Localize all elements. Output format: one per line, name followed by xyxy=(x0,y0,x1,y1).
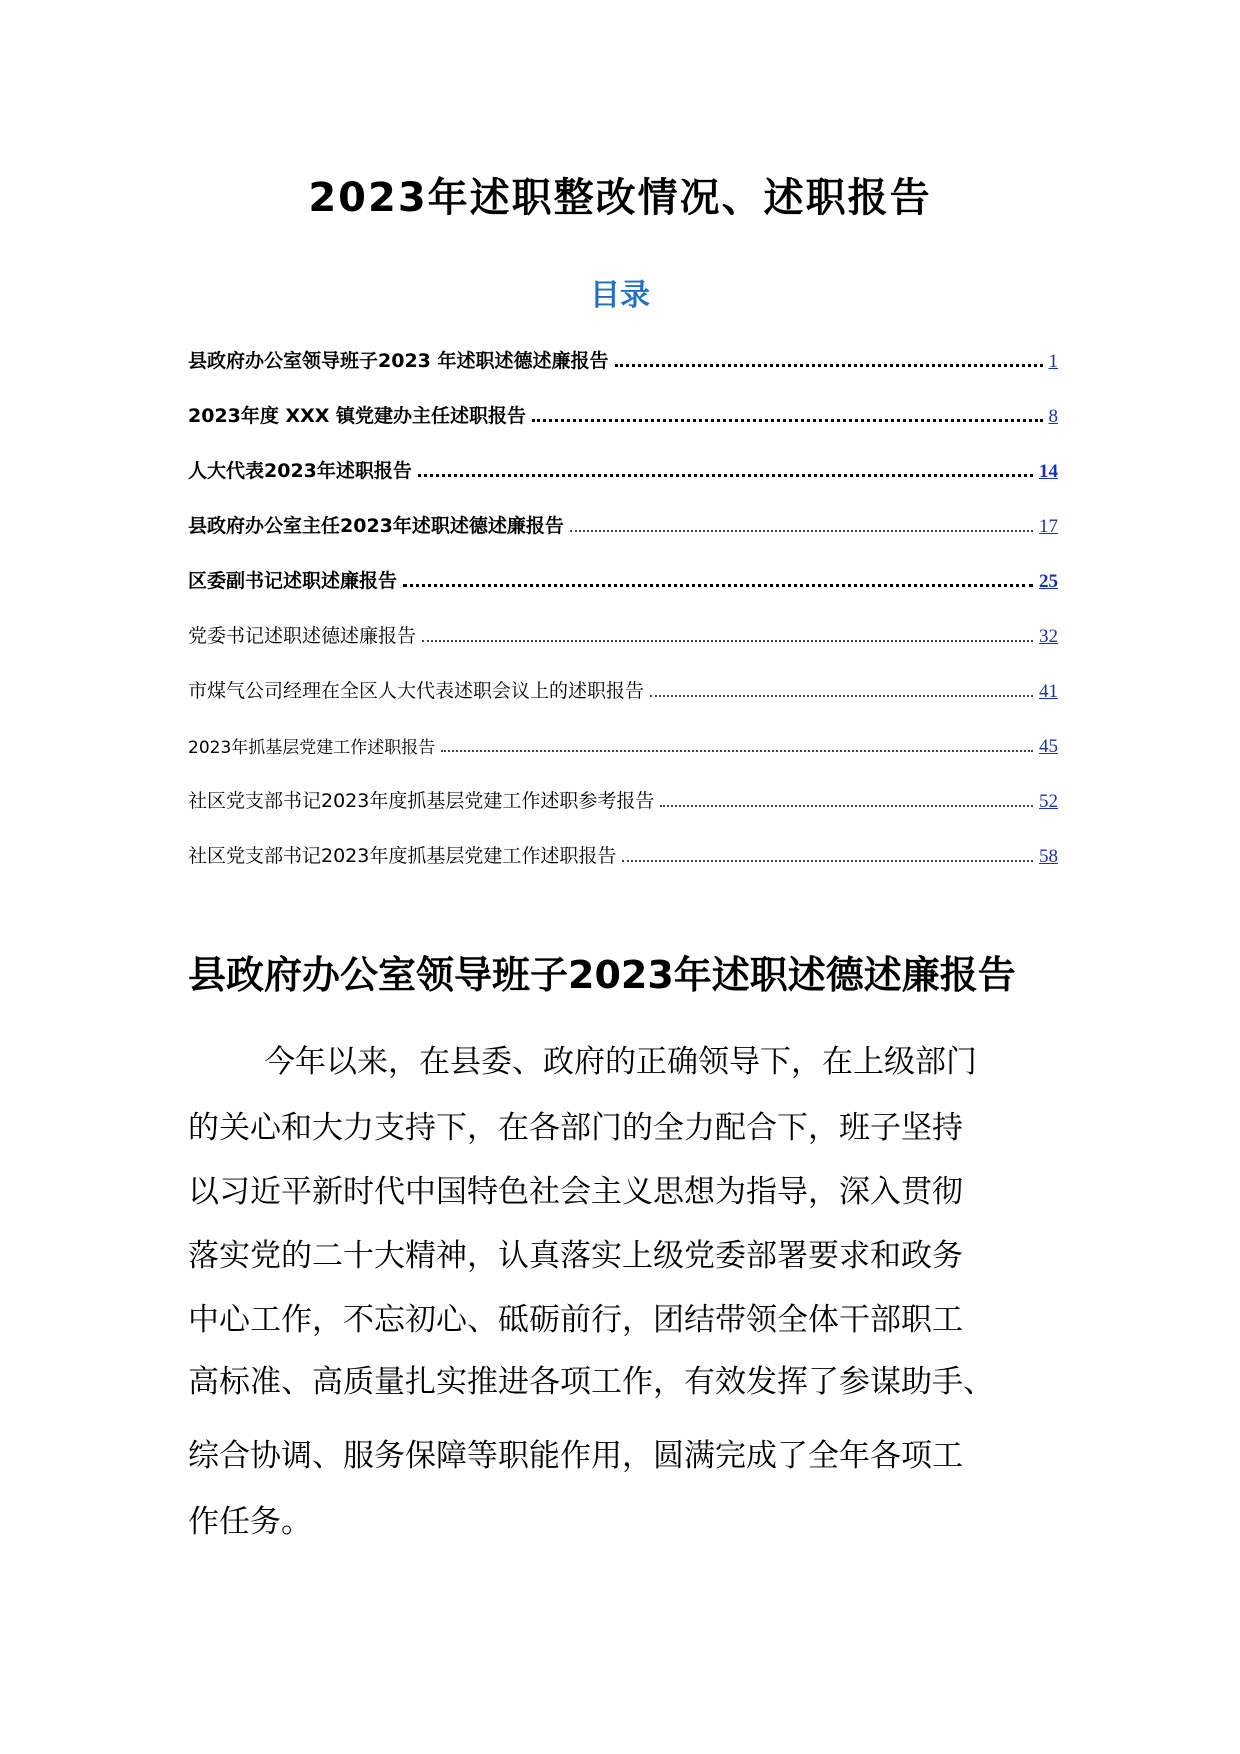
toc-page-link[interactable]: 45 xyxy=(1039,736,1058,757)
toc-entry-title: 社区党支部书记2023年度抓基层党建工作述职报告 xyxy=(188,845,617,867)
toc-page-link[interactable]: 14 xyxy=(1039,461,1058,482)
toc-dot-leader xyxy=(660,805,1033,807)
toc-entry[interactable] xyxy=(188,320,1058,375)
toc-entry-title: 县政府办公室领导班子2023 年述职述德述廉报告 xyxy=(188,350,609,372)
body-paragraph-line: 高标准、高质量扎实推进各项工作，有效发挥了参谋助手、 xyxy=(188,1364,994,1400)
toc-dot-leader xyxy=(615,364,1043,367)
body-paragraph-line: 以习近平新时代中国特色社会主义思想为指导，深入贯彻 xyxy=(188,1174,963,1210)
toc-page-link[interactable]: 41 xyxy=(1039,681,1058,702)
toc-entry[interactable] xyxy=(188,375,1058,430)
toc-dot-leader xyxy=(403,584,1033,587)
table-of-contents xyxy=(188,320,1058,870)
body-paragraph-line: 综合协调、服务保障等职能作用，圆满完成了全年各项工 xyxy=(188,1438,963,1474)
toc-entry[interactable] xyxy=(188,485,1058,540)
toc-entry[interactable] xyxy=(188,705,1058,760)
toc-entry-title: 人大代表2023年述职报告 xyxy=(188,460,412,482)
toc-page-link[interactable]: 1 xyxy=(1048,351,1058,372)
body-paragraph-line: 中心工作，不忘初心、砥砺前行，团结带领全体干部职工 xyxy=(188,1302,963,1338)
toc-heading: 目录 xyxy=(590,278,650,313)
body-paragraph-line: 今年以来，在县委、政府的正确领导下，在上级部门 xyxy=(264,1044,977,1080)
toc-page-link[interactable]: 25 xyxy=(1039,571,1058,592)
toc-dot-leader xyxy=(422,640,1033,642)
toc-page-link[interactable]: 8 xyxy=(1048,406,1058,427)
toc-entry[interactable] xyxy=(188,595,1058,650)
toc-entry-title: 市煤气公司经理在全区人大代表述职会议上的述职报告 xyxy=(188,680,645,702)
toc-entry-title: 县政府办公室主任2023年述职述德述廉报告 xyxy=(188,515,564,537)
toc-entry-title: 区委副书记述职述廉报告 xyxy=(188,570,398,592)
toc-entry-title: 党委书记述职述德述廉报告 xyxy=(188,625,417,647)
toc-entry[interactable] xyxy=(188,430,1058,485)
section-title: 县政府办公室领导班子2023年述职述德述廉报告 xyxy=(188,953,1016,997)
toc-page-link[interactable]: 52 xyxy=(1039,791,1058,812)
document-title: 2023年述职整改情况、述职报告 xyxy=(308,175,932,221)
toc-dot-leader xyxy=(650,695,1033,697)
body-paragraph-line: 的关心和大力支持下，在各部门的全力配合下，班子坚持 xyxy=(188,1110,963,1146)
toc-entry[interactable] xyxy=(188,760,1058,815)
body-paragraph-line: 作任务。 xyxy=(188,1504,312,1540)
toc-entry-title: 社区党支部书记2023年度抓基层党建工作述职参考报告 xyxy=(188,790,655,812)
toc-entry[interactable] xyxy=(188,540,1058,595)
toc-dot-leader xyxy=(418,474,1033,477)
toc-entry[interactable] xyxy=(188,815,1058,870)
toc-page-link[interactable]: 58 xyxy=(1039,846,1058,867)
toc-page-link[interactable]: 17 xyxy=(1039,516,1058,537)
toc-entry-title: 2023年抓基层党建工作述职报告 xyxy=(188,738,436,758)
toc-dot-leader xyxy=(441,750,1033,752)
toc-dot-leader xyxy=(570,530,1033,532)
toc-entry-title: 2023年度 XXX 镇党建办主任述职报告 xyxy=(188,405,527,427)
body-paragraph-line: 落实党的二十大精神，认真落实上级党委部署要求和政务 xyxy=(188,1238,963,1274)
toc-entry[interactable] xyxy=(188,650,1058,705)
toc-page-link[interactable]: 32 xyxy=(1039,626,1058,647)
toc-dot-leader xyxy=(532,419,1042,422)
toc-dot-leader xyxy=(622,860,1033,862)
